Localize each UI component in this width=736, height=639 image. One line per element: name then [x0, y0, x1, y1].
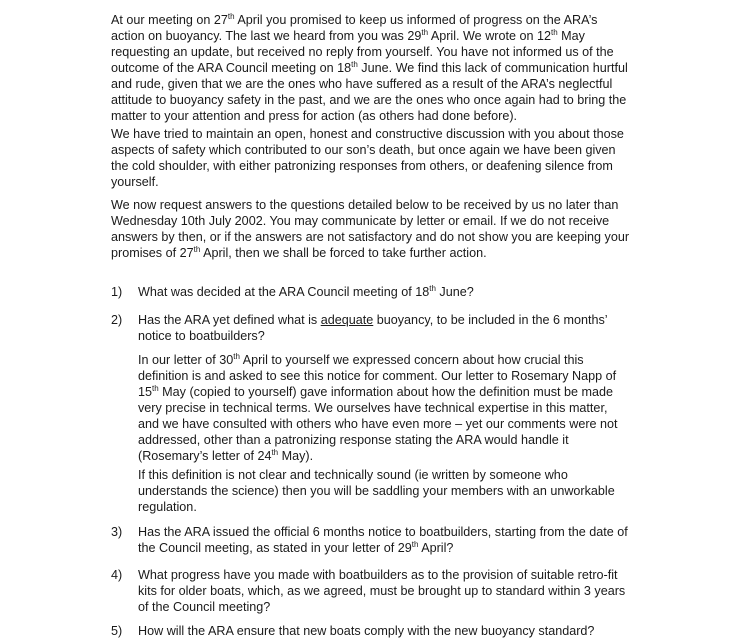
text-line: Has the ARA issued the official 6 months notice to boatbuilders, starting from the date of	[138, 525, 628, 539]
text-line: 15th May (copied to yourself) gave information about how the definition must be made	[138, 383, 614, 399]
question-2-comment	[138, 352, 638, 464]
text-line: requesting an update, but received no reply from yourself. You have not informed us of the	[111, 45, 614, 59]
text-line: the cold shoulder, with either patronizing responses from others, or deafening silence from	[111, 159, 613, 173]
paragraph-progress	[111, 12, 631, 124]
text-line: (Rosemary’s letter of 24th May).	[138, 447, 314, 463]
text-line: and rude, given that we are the ones who have suffered as a result of the ARA’s neglectful	[111, 77, 613, 91]
text-line: We now request answers to the questions detailed below to be received by us no later than	[111, 198, 619, 212]
text-line: Has the ARA yet defined what is adequate buoyancy, to be included in the 6 months’	[138, 313, 608, 327]
question-4	[138, 567, 638, 615]
text-line: Wednesday 10th July 2002. You may communicate by letter or email. If we do not receive	[111, 214, 610, 228]
text-line: definition is and asked to see this notice for comment. Our letter to Rosemary Napp of	[138, 369, 617, 383]
text-line: attitude to buoyancy safety in the past, and we are the ones who once again had to bring the	[111, 93, 627, 107]
text-line: What was decided at the ARA Council meeting of 18th June?	[138, 283, 474, 299]
paragraph-request	[111, 197, 631, 261]
text-line: aspects of safety which contributed to our son’s death, but once again we have been given	[111, 143, 616, 157]
question-1	[138, 284, 638, 300]
text-line: promises of 27th April, then we shall be forced to take further action.	[111, 244, 487, 260]
question-2	[138, 312, 638, 344]
text-line: the Council meeting, as stated in your letter of 29th April?	[138, 539, 454, 555]
question-number: 2)	[111, 313, 123, 327]
question-number: 3)	[111, 525, 123, 539]
text-line: In our letter of 30th April to yourself we expressed concern about how crucial this	[138, 351, 584, 367]
text-line: regulation.	[138, 500, 197, 514]
text-line: matter to your attention and press for action (as others had done before).	[111, 109, 518, 123]
paragraph-discussion	[111, 126, 631, 190]
question-number: 4)	[111, 568, 123, 582]
text-line: We have tried to maintain an open, honest and constructive discussion with you about those	[111, 127, 624, 141]
text-line: How will the ARA ensure that new boats comply with the new buoyancy standard?	[138, 624, 595, 638]
text-line: action on buoyancy. The last we heard from you was 29th April. We wrote on 12th May	[111, 27, 585, 43]
underlined-word: adequate	[320, 313, 374, 327]
question-number: 5)	[111, 624, 123, 638]
question-3	[138, 524, 638, 556]
text-line: notice to boatbuilders?	[138, 329, 265, 343]
question-5	[138, 623, 638, 639]
question-number: 1)	[111, 285, 123, 299]
text-line: At our meeting on 27th April you promised to keep us informed of progress on the ARA’s	[111, 11, 598, 27]
text-line: answers by then, or if the answers are not satisfactory and do not show you are keeping your	[111, 230, 630, 244]
text-line: understands the science) then you will be saddling your members with an unworkable	[138, 484, 615, 498]
text-line: and we have consulted with others who have even more – yet our comments were not	[138, 417, 618, 431]
text-line: kits for older boats, which, as we agreed, must be brought up to standard within 3 years	[138, 584, 626, 598]
question-2-warning	[138, 467, 638, 515]
text-line: addressed, other than a patronizing response stating the ARA would handle it	[138, 433, 569, 447]
text-line: of the Council meeting?	[138, 600, 271, 614]
text-line: very precise in technical terms. We ourselves have technical expertise in this matter,	[138, 401, 608, 415]
text-line: yourself.	[111, 175, 159, 189]
text-line: What progress have you made with boatbuilders as to the provision of suitable retro-fit	[138, 568, 618, 582]
text-line: If this definition is not clear and technically sound (ie written by someone who	[138, 468, 568, 482]
text-line: outcome of the ARA Council meeting on 18th June. We find this lack of communication hurtful	[111, 59, 628, 75]
